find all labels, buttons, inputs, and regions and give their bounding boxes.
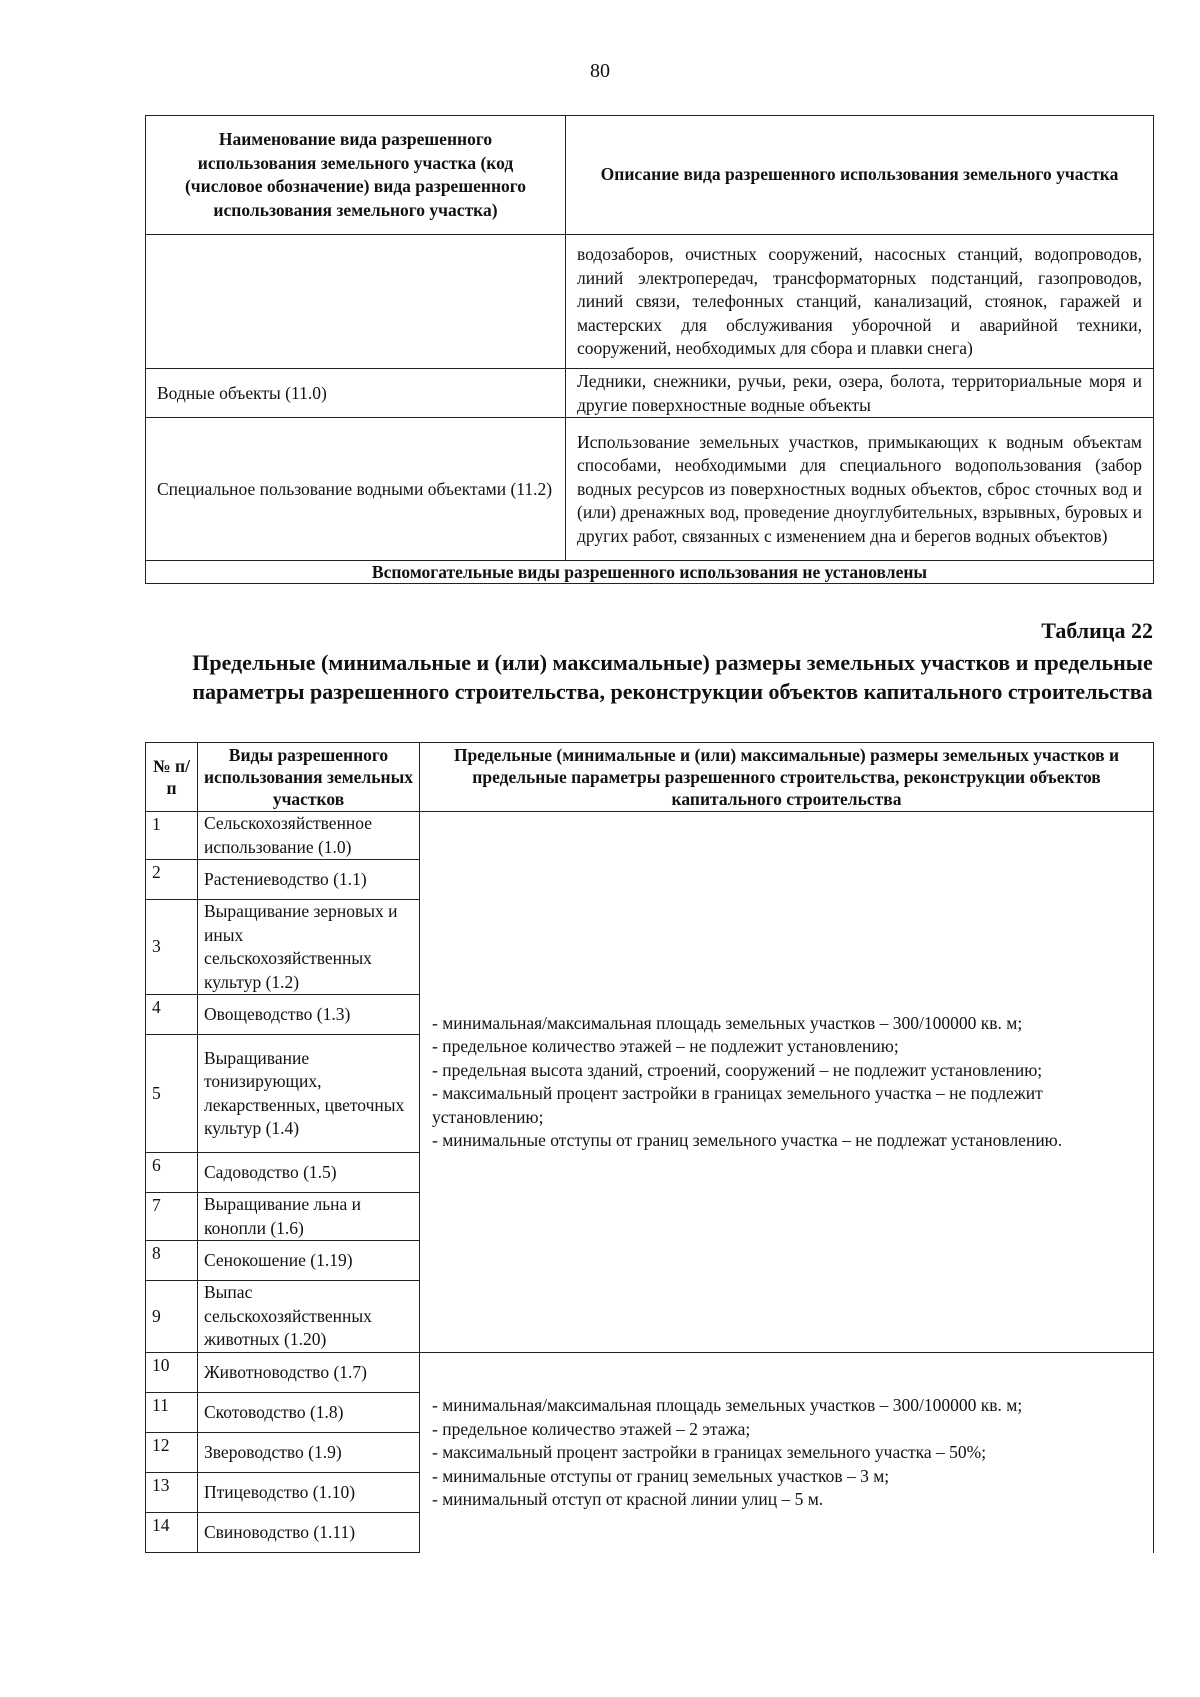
row-number: 4: [146, 995, 198, 1035]
use-type-cell: Выращивание льна и конопли (1.6): [198, 1193, 420, 1241]
row-number: 13: [146, 1473, 198, 1513]
table-row: [146, 418, 1154, 561]
use-type-cell: Овощеводство (1.3): [198, 995, 420, 1035]
row-number: 7: [146, 1193, 198, 1241]
parameter-line: - минимальные отступы от границ земельного участка – не подлежат установлению.: [432, 1130, 1063, 1150]
table-row: [146, 1353, 1154, 1393]
use-description-cell: водозаборов, очистных сооружений, насосных станций, водопроводов, линий электропередач, трансформаторных подстанций, газопроводов, линий связи, телефонных станций, канализаций, стоянок, гаражей и мастерских для обслуживания уборочной и аварийной техники, сооружений, необходимых для сбора и плавки снега): [566, 235, 1154, 369]
parameter-line: - предельная высота зданий, строений, сооружений – не подлежит установлению;: [432, 1059, 1043, 1080]
use-type-cell: Скотоводство (1.8): [198, 1393, 420, 1433]
row-number: 1: [146, 812, 198, 860]
header-use-description: Описание вида разрешенного использования земельного участка: [566, 116, 1154, 235]
use-type-cell: Сенокошение (1.19): [198, 1241, 420, 1281]
use-type-cell: Выращивание зерновых и иных сельскохозяйственных культур (1.2): [198, 900, 420, 995]
row-number: 3: [146, 900, 198, 995]
table-number-label: Таблица 22: [1041, 618, 1153, 643]
row-number: 9: [146, 1281, 198, 1353]
auxiliary-uses-note: Вспомогательные виды разрешенного использования не установлены: [146, 561, 1154, 584]
use-type-cell: Сельскохозяйственное использование (1.0): [198, 812, 420, 860]
use-name-cell: [146, 235, 566, 369]
table-row: [146, 235, 1154, 369]
page-number: 80: [590, 60, 610, 82]
use-description-cell: Ледники, снежники, ручьи, реки, озера, болота, территориальные моря и другие поверхностные водные объекты: [566, 369, 1154, 418]
use-type-cell: Животноводство (1.7): [198, 1353, 420, 1393]
row-number: 6: [146, 1153, 198, 1193]
row-number: 8: [146, 1241, 198, 1281]
header-number: № п/п: [146, 743, 198, 812]
use-type-cell: Выпас сельскохозяйственных животных (1.20): [198, 1281, 420, 1353]
parameter-line: - минимальные отступы от границ земельных участков – 3 м;: [432, 1465, 890, 1486]
table-header-row: [146, 743, 1154, 812]
use-description-cell: Использование земельных участков, примыкающих к водным объектам способами, необходимыми для специального водопользования (забор водных ресурсов из поверхностных водных объектов, сброс сточных вод и (или) дренажных вод, проведение дноуглубительных, взрывных, буровых и других работ, связанных с изменением дна и берегов водных объектов): [566, 418, 1154, 561]
parameters-group-1: [420, 812, 1154, 1353]
parameter-line: - предельное количество этажей – 2 этажа;: [432, 1418, 751, 1439]
parameter-line: - минимальная/максимальная площадь земельных участков – 300/100000 кв. м;: [432, 1012, 1023, 1033]
header-limit-parameters: Предельные (минимальные и (или) максимальные) размеры земельных участков и предельные параметры разрешенного строительства, реконструкции объектов капитального строительства: [420, 743, 1154, 812]
use-type-cell: Свиноводство (1.11): [198, 1513, 420, 1553]
row-number: 14: [146, 1513, 198, 1553]
parameter-line: - максимальный процент застройки в границах земельного участка – не подлежит установлению;: [432, 1083, 1043, 1127]
row-number: 5: [146, 1035, 198, 1153]
row-number: 2: [146, 860, 198, 900]
header-use-name: Наименование вида разрешенного использования земельного участка (код (числовое обозначение) вида разрешенного использования земельного участка): [146, 116, 566, 235]
use-type-cell: Растениеводство (1.1): [198, 860, 420, 900]
parameter-line: - минимальная/максимальная площадь земельных участков – 300/100000 кв. м;: [432, 1395, 1023, 1415]
parameter-line: - максимальный процент застройки в границах земельного участка – 50%;: [432, 1442, 987, 1462]
table-header-row: [146, 116, 1154, 235]
use-type-cell: Звероводство (1.9): [198, 1433, 420, 1473]
parameters-group-2: [420, 1353, 1154, 1553]
limit-parameters-table: [145, 742, 1154, 1553]
header-use-types: Виды разрешенного использования земельных участков: [198, 743, 420, 812]
row-number: 11: [146, 1393, 198, 1433]
use-type-cell: Выращивание тонизирующих, лекарственных, цветочных культур (1.4): [198, 1035, 420, 1153]
table-footer-row: [146, 561, 1154, 584]
use-type-cell: Птицеводство (1.10): [198, 1473, 420, 1513]
row-number: 12: [146, 1433, 198, 1473]
table-row: [146, 812, 1154, 860]
table-row: [146, 369, 1154, 418]
use-name-cell: Водные объекты (11.0): [146, 369, 566, 418]
parameter-line: - минимальный отступ от красной линии улиц – 5 м.: [432, 1489, 824, 1509]
parameter-line: - предельное количество этажей – не подлежит установлению;: [432, 1036, 899, 1056]
permitted-use-table-continuation: [145, 115, 1154, 584]
use-type-cell: Садоводство (1.5): [198, 1153, 420, 1193]
use-name-cell: Специальное пользование водными объектами (11.2): [146, 418, 566, 561]
table-title: Предельные (минимальные и (или) максимальные) размеры земельных участков и предельные параметры разрешенного строительства, реконструкции объектов капитального строительства: [192, 650, 1153, 704]
row-number: 10: [146, 1353, 198, 1393]
